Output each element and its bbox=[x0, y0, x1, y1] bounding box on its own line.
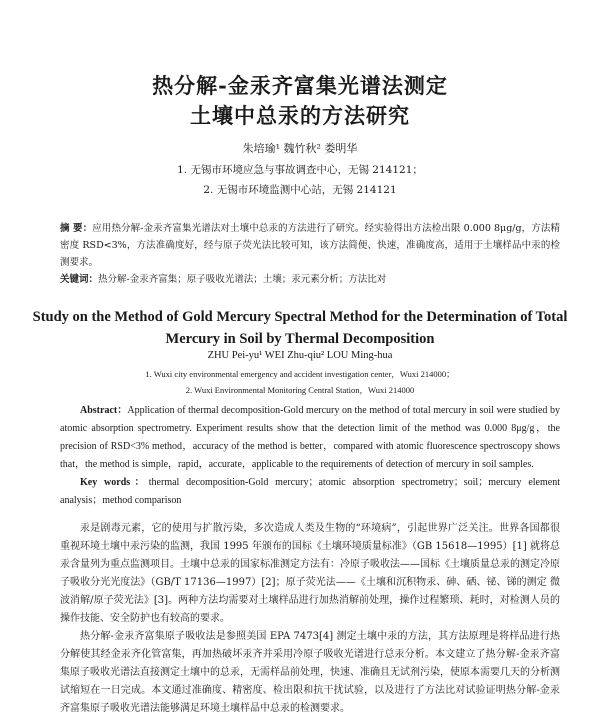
chinese-keywords-label: 关键词： bbox=[60, 274, 99, 285]
english-keywords-label: Key words： bbox=[80, 477, 149, 488]
chinese-affiliation-2: 2. 无锡市环境监测中心站，无锡 214121 bbox=[203, 184, 397, 196]
chinese-authors: 朱培瑜¹ 魏竹秋² 娄明华 bbox=[242, 142, 358, 155]
chinese-abstract bbox=[60, 220, 560, 288]
english-abstract-text: Application of thermal decomposition-Gold mercury on the method of total mercury in soil were studied by atomic absorption spectrometry. Experiment results show that the detection limit of the method was 0.000 8μg/g，the precision of RSD<3% method，accuracy of the method is better，compared with atomic fluorescence spectroscopy shows that，the method is simple，rapid，accurate，applicable to the requirements of detection of mercury in soil samples. bbox=[60, 405, 560, 470]
chinese-title-line-2: 土壤中总汞的方法研究 bbox=[190, 103, 410, 128]
english-affiliation-2: 2. Wuxi Environmental Monitoring Central Station，Wuxi 214000 bbox=[185, 385, 415, 395]
chinese-abstract-text: 应用热分解-金汞齐富集光谱法对土壤中总汞的方法进行了研究。经实验得出方法检出限 0.000 8μg/g，方法精密度 RSD<3%，方法准确度好，经与原子荧光法比较可知，该方法简便、快速，准确度高，适用于土壤样品中汞的检测要求。 bbox=[60, 223, 560, 268]
chinese-title-line-1: 热分解-金汞齐富集光谱法测定 bbox=[152, 73, 448, 98]
body-paragraph-2: 热分解-金汞齐富集原子吸收法是参照美国 EPA 7473[4] 测定土壤中汞的方法，其方法原理是将样品进行热分解使其经金汞齐化管富集，再加热破坏汞齐并采用冷原子吸收光谱进行总汞分析。本文建立了热分解-金汞齐富集原子吸收光谱法直接测定土壤中的总汞，无需样品前处理，快速、准确且无试剂污染，使原本需要几天的分析测试缩短在一日完成。本文通过准确度、精密度、检出限和抗干扰试验，以及进行了方法比对试验证明热分解-金汞齐富集原子吸收光谱法能够满足环境土壤样品中总汞的检测要求。 bbox=[60, 631, 560, 714]
english-abstract bbox=[60, 402, 560, 510]
english-keywords-text: thermal decomposition-Gold mercury；atomic absorption spectrometry；soil；mercury element analysis；method comparison bbox=[60, 477, 560, 506]
english-abstract-label: Abstract： bbox=[80, 405, 128, 416]
chinese-abstract-label: 摘 要： bbox=[60, 223, 93, 234]
english-authors: ZHU Pei-yu¹ WEI Zhu-qiu² LOU Ming-hua bbox=[207, 350, 393, 361]
chinese-affiliation-1: 1. 无锡市环境应急与事故调查中心，无锡 214121； bbox=[177, 164, 423, 176]
chinese-keywords-text: 热分解-金汞齐富集；原子吸收光谱法；土壤；汞元素分析；方法比对 bbox=[98, 274, 387, 285]
body-paragraph-1: 汞是剧毒元素，它的使用与扩散污染，多次造成人类及生物的“环境病”，引起世界广泛关注。世界各国都很重视环境土壤中汞污染的监测，我国 1995 年颁布的国标《土壤环境质量标准》（GB 15618—1995）[1] 就将总汞含量列为重点监测项目。土壤中总汞的国家标准测定方法有：冷原子吸收法——国标《土壤质量总汞的测定冷原子吸收分光光度法》（GB/T 17136—1997）[2]；原子荧光法——《土壤和沉积物汞、砷、硒、铋、锑的测定 微波消解/原子荧光法》[3]。两种方法均需要对土壤样品进行加热消解前处理，操作过程繁琐、耗时，对检测人员的操作技能、安全防护也有较高的要求。 bbox=[60, 523, 560, 624]
main-body bbox=[60, 520, 560, 718]
english-affiliation-1: 1. Wuxi city environmental emergency and accident investigation center，Wuxi 214000； bbox=[145, 369, 455, 379]
english-title: Study on the Method of Gold Mercury Spectral Method for the Determination of Total Mercury in Soil by Thermal Decomposition bbox=[32, 309, 568, 347]
